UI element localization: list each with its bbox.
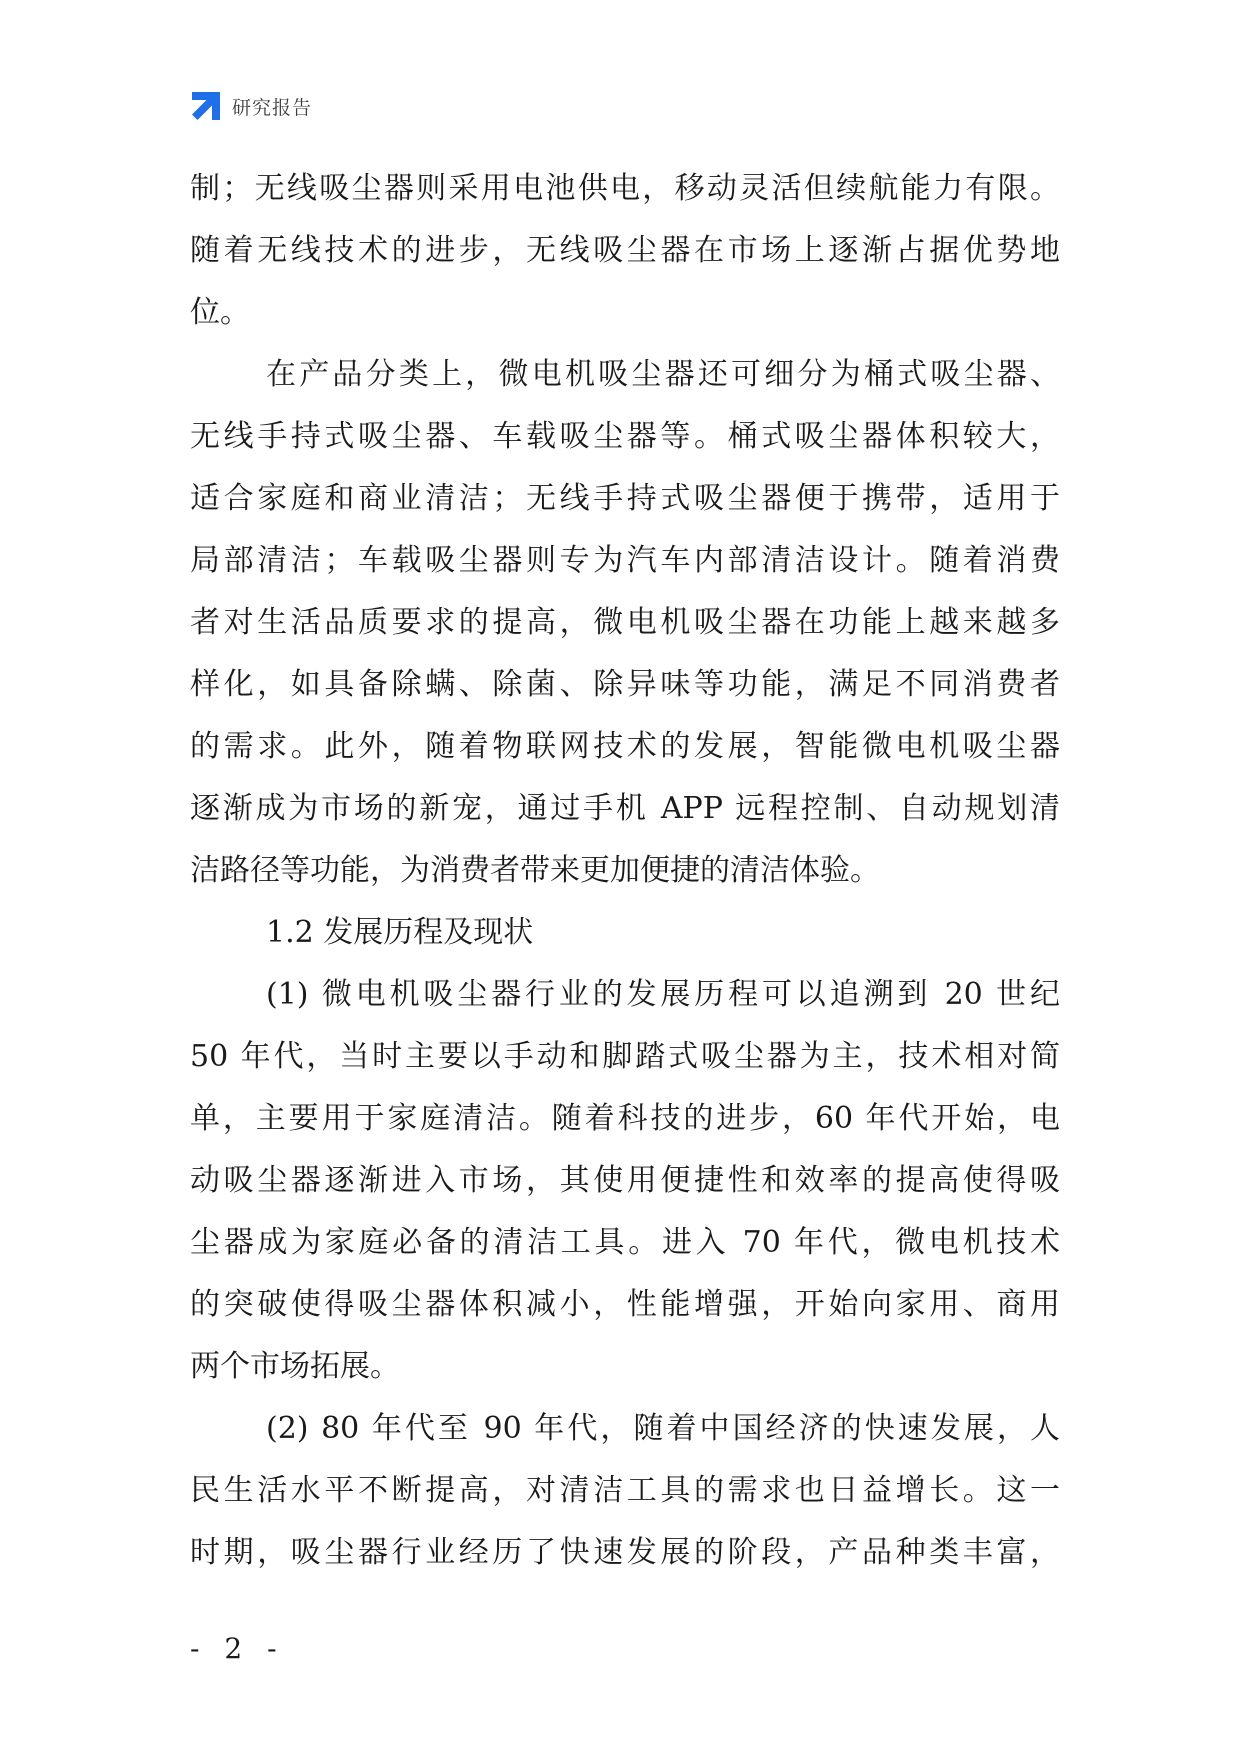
section-heading: 1.2 发展历程及现状 — [266, 915, 534, 950]
text-line: 局部清洁；车载吸尘器则专为汽车内部清洁设计。随着消费 — [190, 543, 1060, 578]
text-line: 的需求。此外，随着物联网技术的发展，智能微电机吸尘器 — [190, 729, 1060, 764]
text-line: 制；无线吸尘器则采用电池供电，移动灵活但续航能力有限。 — [190, 171, 1060, 206]
text-line: 样化，如具备除螨、除菌、除异味等功能，满足不同消费者 — [190, 667, 1060, 702]
text-line: 适合家庭和商业清洁；无线手持式吸尘器便于携带，适用于 — [190, 481, 1060, 516]
report-header — [190, 88, 312, 124]
text-line: 尘器成为家庭必备的清洁工具。进入 70 年代，微电机技术 — [190, 1225, 1060, 1260]
header-title: 研究报告 — [232, 96, 313, 119]
arrow-up-right-icon — [190, 90, 222, 122]
text-line: 无线手持式吸尘器、车载吸尘器等。桶式吸尘器体积较大， — [190, 419, 1060, 454]
text-line: 在产品分类上，微电机吸尘器还可细分为桶式吸尘器、 — [266, 357, 1060, 392]
body-text — [190, 158, 1060, 1584]
text-line: 单，主要用于家庭清洁。随着科技的进步，60 年代开始，电 — [190, 1101, 1060, 1136]
text-line: 的突破使得吸尘器体积减小，性能增强，开始向家用、商用 — [190, 1287, 1060, 1322]
text-line: (2) 80 年代至 90 年代，随着中国经济的快速发展，人 — [266, 1411, 1060, 1446]
page-number: - 2 - — [190, 1632, 285, 1665]
text-line: 洁路径等功能，为消费者带来更加便捷的清洁体验。 — [190, 853, 880, 888]
text-line: 两个市场拓展。 — [190, 1349, 400, 1384]
text-line: 逐渐成为市场的新宠，通过手机 APP 远程控制、自动规划清 — [190, 791, 1060, 826]
text-line: 者对生活品质要求的提高，微电机吸尘器在功能上越来越多 — [190, 605, 1060, 640]
text-line: (1) 微电机吸尘器行业的发展历程可以追溯到 20 世纪 — [266, 977, 1060, 1012]
text-line: 民生活水平不断提高，对清洁工具的需求也日益增长。这一 — [190, 1473, 1060, 1508]
text-line: 随着无线技术的进步，无线吸尘器在市场上逐渐占据优势地 — [190, 233, 1060, 268]
text-line: 50 年代，当时主要以手动和脚踏式吸尘器为主，技术相对简 — [190, 1039, 1060, 1074]
text-line: 动吸尘器逐渐进入市场，其使用便捷性和效率的提高使得吸 — [190, 1163, 1060, 1198]
text-line: 位。 — [190, 295, 250, 330]
text-line: 时期，吸尘器行业经历了快速发展的阶段，产品种类丰富， — [190, 1535, 1060, 1570]
